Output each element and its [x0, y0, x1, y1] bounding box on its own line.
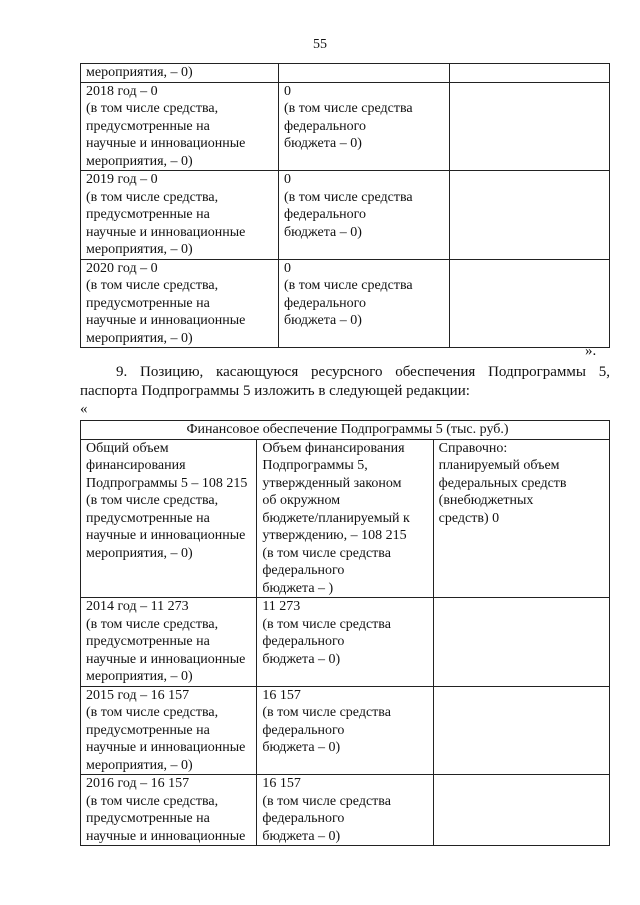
table-cell: 2018 год – 0 (в том числе средства, предусмотренные на научные и инновационные мероприятия, – 0): [81, 82, 279, 171]
table-cell: [450, 259, 610, 348]
page-number: 55: [313, 37, 327, 52]
table-cell: [450, 64, 610, 83]
table-cell: 16 157 (в том числе средства федерального бюджета – 0): [257, 775, 433, 846]
opening-quote: «: [80, 401, 88, 417]
table-cell: 0 (в том числе средства федерального бюджета – 0): [279, 171, 450, 260]
table-row: [81, 439, 610, 598]
paragraph-line: 9. Позицию, касающуюся ресурсного обеспечения Подпрограммы 5,: [116, 364, 610, 380]
table-row: [81, 82, 610, 171]
table-cell: [279, 64, 450, 83]
closing-quote: ».: [585, 343, 597, 359]
table-row: [81, 259, 610, 348]
table-cell: [433, 775, 609, 846]
table-header-row: [81, 421, 610, 440]
table-cell: 2016 год – 16 157 (в том числе средства, предусмотренные на научные и инновационные: [81, 775, 257, 846]
funding-table-subprogram-5: [80, 420, 610, 846]
table-row: [81, 598, 610, 687]
table-cell: 2019 год – 0 (в том числе средства, предусмотренные на научные и инновационные мероприятия, – 0): [81, 171, 279, 260]
funding-table-continued: [80, 63, 610, 348]
table-row: [81, 171, 610, 260]
table-cell: мероприятия, – 0): [81, 64, 279, 83]
table-cell: Общий объем финансирования Подпрограммы 5 – 108 215 (в том числе средства, предусмотренные на научные и инновационные мероприятия, – 0): [81, 439, 257, 598]
table-row: [81, 64, 610, 83]
table-header: Финансовое обеспечение Подпрограммы 5 (тыс. руб.): [81, 421, 610, 440]
table-cell: 0 (в том числе средства федерального бюджета – 0): [279, 259, 450, 348]
table-row: [81, 686, 610, 775]
table-cell: [433, 686, 609, 775]
paragraph-line: паспорта Подпрограммы 5 изложить в следующей редакции:: [80, 383, 470, 399]
table-cell: 16 157 (в том числе средства федерального бюджета – 0): [257, 686, 433, 775]
table-cell: 0 (в том числе средства федерального бюджета – 0): [279, 82, 450, 171]
amendment-paragraph: [80, 363, 610, 401]
table-cell: [433, 598, 609, 687]
table-cell: 2015 год – 16 157 (в том числе средства, предусмотренные на научные и инновационные мероприятия, – 0): [81, 686, 257, 775]
table-cell: 2014 год – 11 273 (в том числе средства, предусмотренные на научные и инновационные мероприятия, – 0): [81, 598, 257, 687]
table-cell: 2020 год – 0 (в том числе средства, предусмотренные на научные и инновационные мероприятия, – 0): [81, 259, 279, 348]
table-cell: Объем финансирования Подпрограммы 5, утвержденный законом об окружном бюджете/планируемый к утверждению, – 108 215 (в том числе средства федерального бюджета – ): [257, 439, 433, 598]
table-row: [81, 775, 610, 846]
table-cell: 11 273 (в том числе средства федерального бюджета – 0): [257, 598, 433, 687]
table-cell: [450, 171, 610, 260]
table-cell: [450, 82, 610, 171]
table-cell: Справочно: планируемый объем федеральных средств (внебюджетных средств) 0: [433, 439, 609, 598]
